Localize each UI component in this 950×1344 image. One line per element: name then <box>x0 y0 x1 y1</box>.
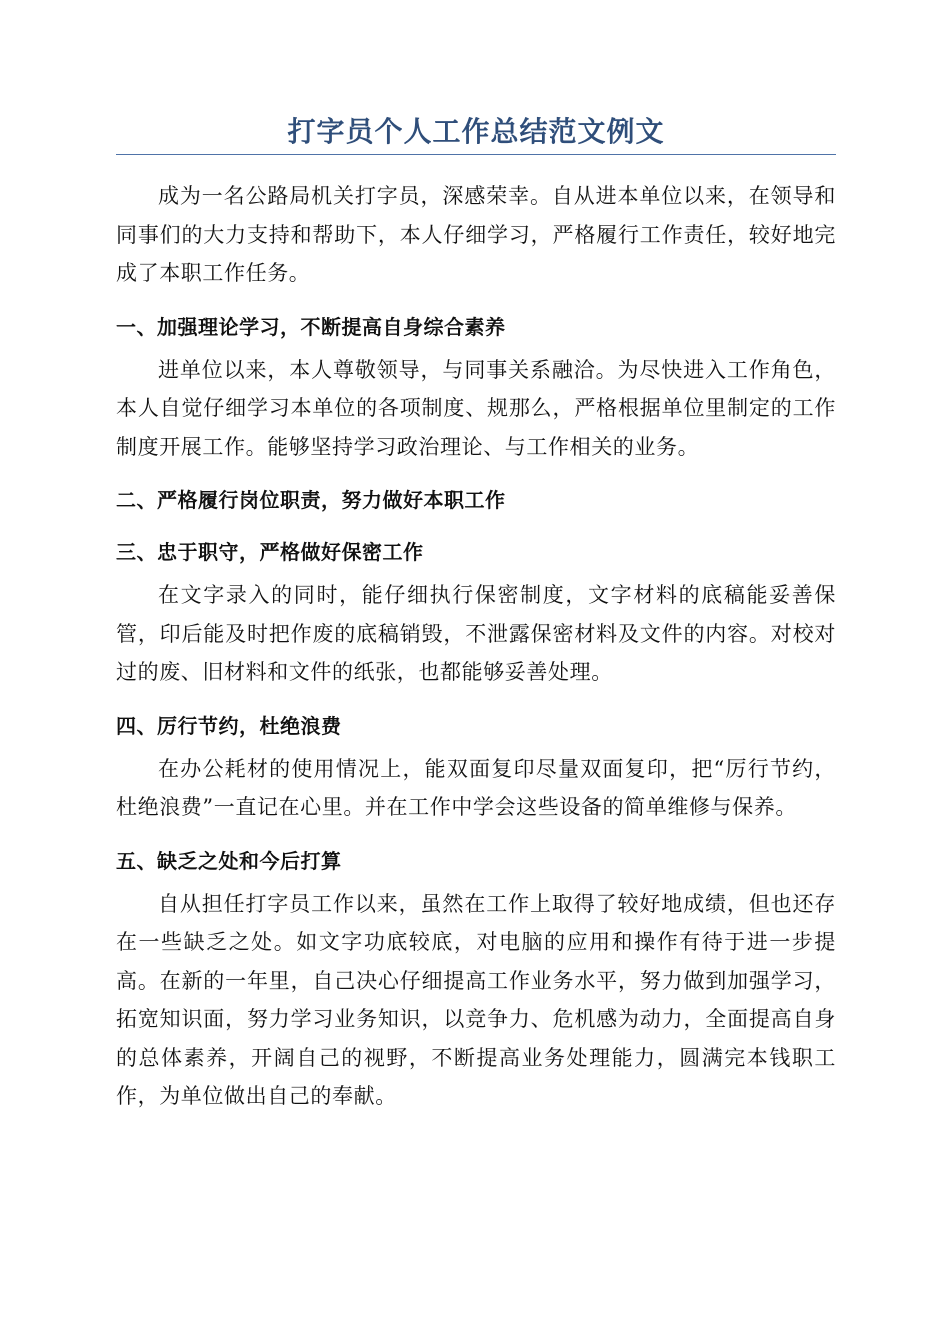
intro-paragraph: 成为一名公路局机关打字员，深感荣幸。自从进本单位以来，在领导和同事们的大力支持和帮助下，本人仔细学习，严格履行工作责任，较好地完成了本职工作任务。 <box>116 184 836 285</box>
section-body: 在办公耗材的使用情况上，能双面复印尽量双面复印，把“厉行节约，杜绝浪费”一直记在心里。并在工作中学会这些设备的简单维修与保养。 <box>116 756 836 819</box>
section-heading: 一、加强理论学习，不断提高自身综合素养 <box>116 314 506 339</box>
section-body: 在文字录入的同时，能仔细执行保密制度，文字材料的底稿能妥善保管，印后能及时把作废的底稿销毁，不泄露保密材料及文件的内容。对校对过的废、旧材料和文件的纸张，也都能够妥善处理。 <box>116 583 836 684</box>
section-body: 自从担任打字员工作以来，虽然在工作上取得了较好地成绩，但也还存在一些缺乏之处。如文字功底较底，对电脑的应用和操作有待于进一步提高。在新的一年里，自己决心仔细提高工作业务水平，努力做到加强学习，拓宽知识面，努力学习业务知识，以竞争力、危机感为动力，全面提高自身的总体素养，开阔自己的视野，不断提高业务处理能力，圆满完本钱职工作，为单位做出自己的奉献。 <box>116 891 836 1108</box>
section-4 <box>116 708 836 827</box>
section-heading: 四、厉行节约，杜绝浪费 <box>116 713 342 738</box>
section-5 <box>116 843 836 1116</box>
section-body: 进单位以来，本人尊敬领导，与同事关系融洽。为尽快进入工作角色，本人自觉仔细学习本单位的各项制度、规那么，严格根据单位里制定的工作制度开展工作。能够坚持学习政治理论、与工作相关的业务。 <box>116 357 836 459</box>
section-heading: 三、忠于职守，严格做好保密工作 <box>116 540 424 564</box>
section-heading: 五、缺乏之处和今后打算 <box>116 848 342 873</box>
section-heading: 二、严格履行岗位职责，努力做好本职工作 <box>116 488 506 512</box>
document-title: 打字员个人工作总结范文例文 <box>116 112 836 155</box>
section-3 <box>116 534 836 692</box>
section-1 <box>116 309 836 467</box>
document-page <box>116 112 836 1116</box>
section-2 <box>116 482 836 518</box>
